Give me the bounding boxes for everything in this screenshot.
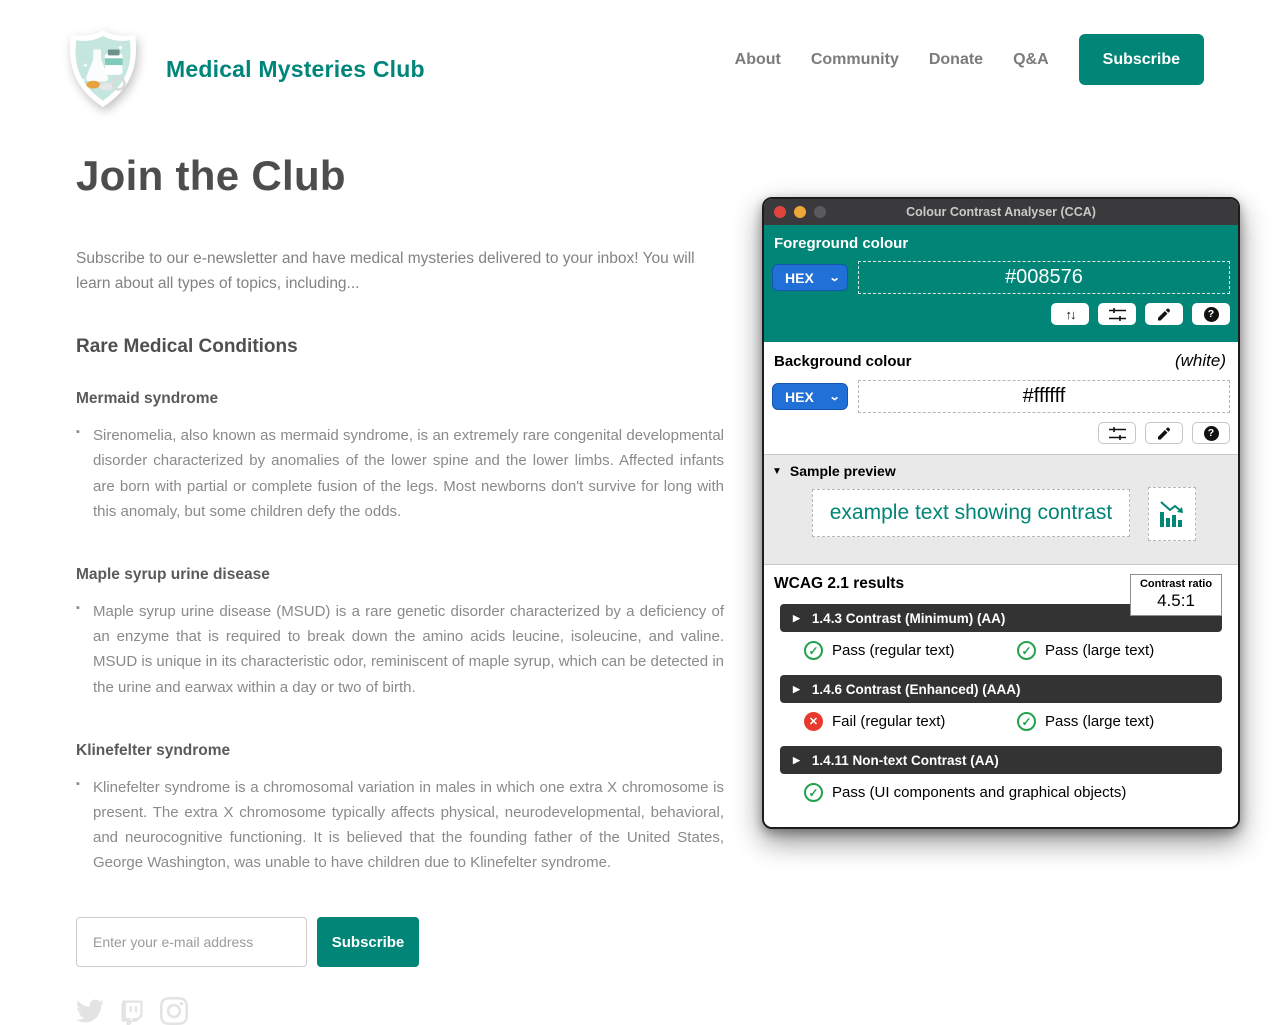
main-nav	[735, 34, 1204, 85]
chevron-down-icon: ⌄	[828, 272, 841, 284]
cca-window	[762, 197, 1240, 829]
criterion-name: 1.4.3 Contrast (Minimum) (AA)	[811, 610, 1006, 626]
foreground-eyedropper-button[interactable]	[1145, 303, 1183, 325]
foreground-sliders-button[interactable]	[1098, 303, 1136, 325]
check-item	[804, 712, 1017, 731]
background-format-select[interactable]	[772, 383, 848, 410]
foreground-format-value: HEX	[785, 269, 814, 286]
background-hex-input[interactable]	[858, 380, 1230, 413]
check-label: Fail (regular text)	[832, 713, 946, 730]
condition-description: ▪ Maple syrup urine disease (MSUD) is a rare genetic disorder characterized by a deficiency of an enzyme that is required to break down the amino acids leucine, isoleucine, and valine. MSUD is unique in its characteristic odor, reminiscent of maple syrup, which can be detected in the urine and earwax within a day or two of birth.	[76, 599, 724, 700]
newsletter-form	[76, 917, 724, 967]
main-content	[76, 152, 724, 1025]
condition-list	[76, 423, 724, 524]
instagram-icon[interactable]	[160, 997, 188, 1025]
check-label: Pass (large text)	[1045, 642, 1155, 659]
swap-colours-button[interactable]	[1051, 303, 1089, 325]
contrast-ratio-value: 4.5:1	[1157, 591, 1195, 610]
club-logo-icon	[64, 28, 142, 110]
social-links	[76, 997, 724, 1025]
background-eyedropper-button[interactable]	[1145, 422, 1183, 444]
pass-icon	[1017, 712, 1036, 731]
check-item	[1017, 641, 1230, 660]
condition-description: ▪ Sirenomelia, also known as mermaid syndrome, is an extremely rare congenital developmental disorder characterized by anomalies of the lower spine and the lower limbs. Affected infants are born with partial or complete fusion of the legs. Most newborns don't survive for long with this anomaly, but some children defy the odds.	[76, 423, 724, 524]
criterion-146-bar[interactable]	[780, 675, 1222, 703]
sample-preview-section	[764, 454, 1238, 564]
contrast-ratio-label: Contrast ratio	[1139, 578, 1213, 590]
close-window-button[interactable]	[774, 206, 786, 218]
background-label: Background colour	[774, 353, 912, 370]
wcag-results-section	[764, 564, 1238, 827]
sliders-icon	[1109, 427, 1126, 440]
criterion-1411-bar[interactable]	[780, 746, 1222, 774]
condition-title-klinefelter: Klinefelter syndrome	[76, 741, 231, 759]
nav-qa[interactable]: Q&A	[1013, 50, 1049, 68]
newsletter-subscribe-button[interactable]: Subscribe	[317, 917, 419, 967]
sample-graphic-box	[1148, 487, 1196, 541]
pass-icon	[1017, 641, 1036, 660]
check-label: Pass (large text)	[1045, 713, 1155, 730]
background-format-value: HEX	[785, 388, 814, 405]
question-icon: ?	[1204, 426, 1219, 441]
check-label: Pass (regular text)	[832, 642, 955, 659]
background-help-button[interactable]	[1192, 422, 1230, 444]
criterion-143-checks	[764, 632, 1238, 664]
foreground-help-button[interactable]	[1192, 303, 1230, 325]
pass-icon	[804, 641, 823, 660]
intro-text: Subscribe to our e-newsletter and have medical mysteries delivered to your inbox! You will learn about all types of topics, including...	[76, 250, 695, 293]
criterion-1411-checks	[764, 774, 1238, 806]
criterion-name: 1.4.6 Contrast (Enhanced) (AAA)	[811, 681, 1021, 697]
foreground-hex-input[interactable]	[858, 261, 1230, 294]
triangle-right-icon: ▶	[793, 612, 800, 623]
sample-preview-label: Sample preview	[789, 463, 896, 479]
background-sliders-button[interactable]	[1098, 422, 1136, 444]
condition-title-msud: Maple syrup urine disease	[76, 565, 270, 583]
eyedropper-icon	[1156, 425, 1172, 441]
site-header	[0, 0, 1275, 125]
header-subscribe-button[interactable]: Subscribe	[1079, 34, 1204, 85]
background-section	[764, 342, 1238, 454]
sample-preview-toggle[interactable]	[772, 463, 1230, 479]
check-item	[804, 641, 1017, 660]
sliders-icon	[1109, 308, 1126, 321]
nav-donate[interactable]: Donate	[928, 50, 984, 68]
eyedropper-icon	[1156, 306, 1172, 322]
chart-icon	[1157, 498, 1187, 530]
results-heading: WCAG 2.1 results	[774, 575, 905, 592]
pass-icon	[804, 783, 823, 802]
contrast-ratio-box	[1130, 574, 1222, 616]
condition-description: ▪ Klinefelter syndrome is a chromosomal variation in males in which one extra X chromosome is present. The extra X chromosome typically affects physical, neurodevelopmental, behavioral, and neurocognitive functioning. It is believed that the founding father of the United States, George Washington, was unable to have children due to Klinefelter syndrome.	[76, 775, 724, 876]
foreground-section	[764, 225, 1238, 342]
question-icon: ?	[1204, 307, 1219, 322]
triangle-down-icon: ▼	[772, 465, 782, 477]
brand	[64, 28, 425, 110]
fail-icon	[804, 712, 823, 731]
check-item	[1017, 712, 1230, 731]
check-item	[804, 783, 1230, 802]
foreground-format-select[interactable]	[772, 264, 848, 291]
sample-text: example text showing contrast	[829, 501, 1113, 524]
foreground-label: Foreground colour	[774, 235, 909, 252]
site-title: Medical Mysteries Club	[166, 55, 425, 82]
window-controls	[774, 206, 826, 218]
nav-about[interactable]: About	[734, 50, 781, 68]
criterion-146-checks	[764, 703, 1238, 735]
condition-title-mermaid: Mermaid syndrome	[76, 390, 219, 408]
chevron-down-icon: ⌄	[828, 391, 841, 403]
cca-titlebar	[764, 199, 1238, 225]
background-colour-name: (white)	[1174, 351, 1226, 370]
criterion-name: 1.4.11 Non-text Contrast (AA)	[811, 752, 999, 768]
twitter-icon[interactable]	[76, 997, 104, 1025]
triangle-right-icon: ▶	[793, 754, 800, 765]
triangle-right-icon: ▶	[793, 683, 800, 694]
window-title: Colour Contrast Analyser (CCA)	[906, 205, 1096, 219]
condition-list	[76, 599, 724, 700]
condition-list	[76, 775, 724, 876]
email-input[interactable]	[76, 917, 307, 967]
check-label: Pass (UI components and graphical objects)	[832, 784, 1127, 801]
minimize-window-button[interactable]	[794, 206, 806, 218]
swap-arrows-icon: ↑↓	[1065, 306, 1075, 322]
nav-community[interactable]: Community	[810, 50, 899, 68]
zoom-window-button[interactable]	[814, 206, 826, 218]
page-title: Join the Club	[76, 152, 346, 199]
section-heading: Rare Medical Conditions	[76, 336, 298, 358]
twitch-icon[interactable]	[118, 997, 146, 1025]
sample-text-box	[812, 489, 1130, 537]
